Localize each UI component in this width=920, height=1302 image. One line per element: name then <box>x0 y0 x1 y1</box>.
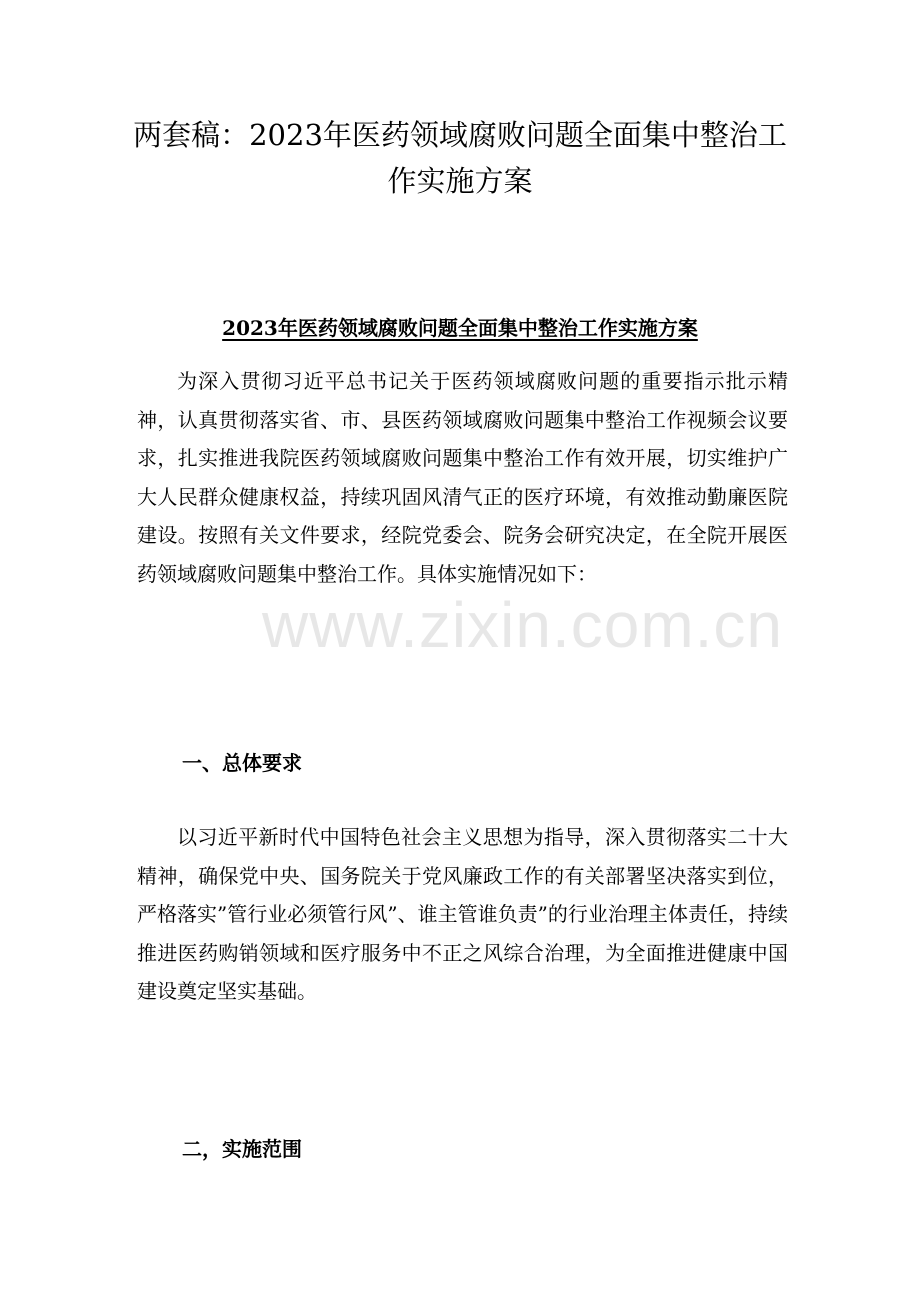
section-heading-general-requirements: 一、总体要求 <box>182 751 302 775</box>
document-sub-title: 2023年医药领域腐败问题全面集中整治工作实施方案 <box>222 316 698 340</box>
intro-paragraph: 为深入贯彻习近平总书记关于医药领域腐败问题的重要指示批示精神，认真贯彻落实省、市、县医药领域腐败问题集中整治工作视频会议要求，扎实推进我院医药领域腐败问题集中整治工作有效开展，切实维护广大人民群众健康权益，持续巩固风清气正的医疗环境，有效推动勤廉医院建设。按照有关文件要求，经院党委会、院务会研究决定，在全院开展医药领域腐败问题集中整治工作。具体实施情况如下： <box>137 369 788 586</box>
document-main-title: 两套稿：2023年医药领域腐败问题全面集中整治工作实施方案 <box>133 118 787 198</box>
general-requirements-paragraph: 以习近平新时代中国特色社会主义思想为指导，深入贯彻落实二十大精神，确保党中央、国务院关于党风廉政工作的有关部署坚决落实到位，严格落实”管行业必须管行风”、谁主管谁负责”的行业治理主体责任，持续推进医药购销领域和医疗服务中不正之风综合治理，为全面推进健康中国建设奠定坚实基础。 <box>137 825 788 1003</box>
section-heading-scope: 二，实施范围 <box>182 1137 302 1161</box>
watermark: www.zixin.com.cn <box>262 589 783 661</box>
